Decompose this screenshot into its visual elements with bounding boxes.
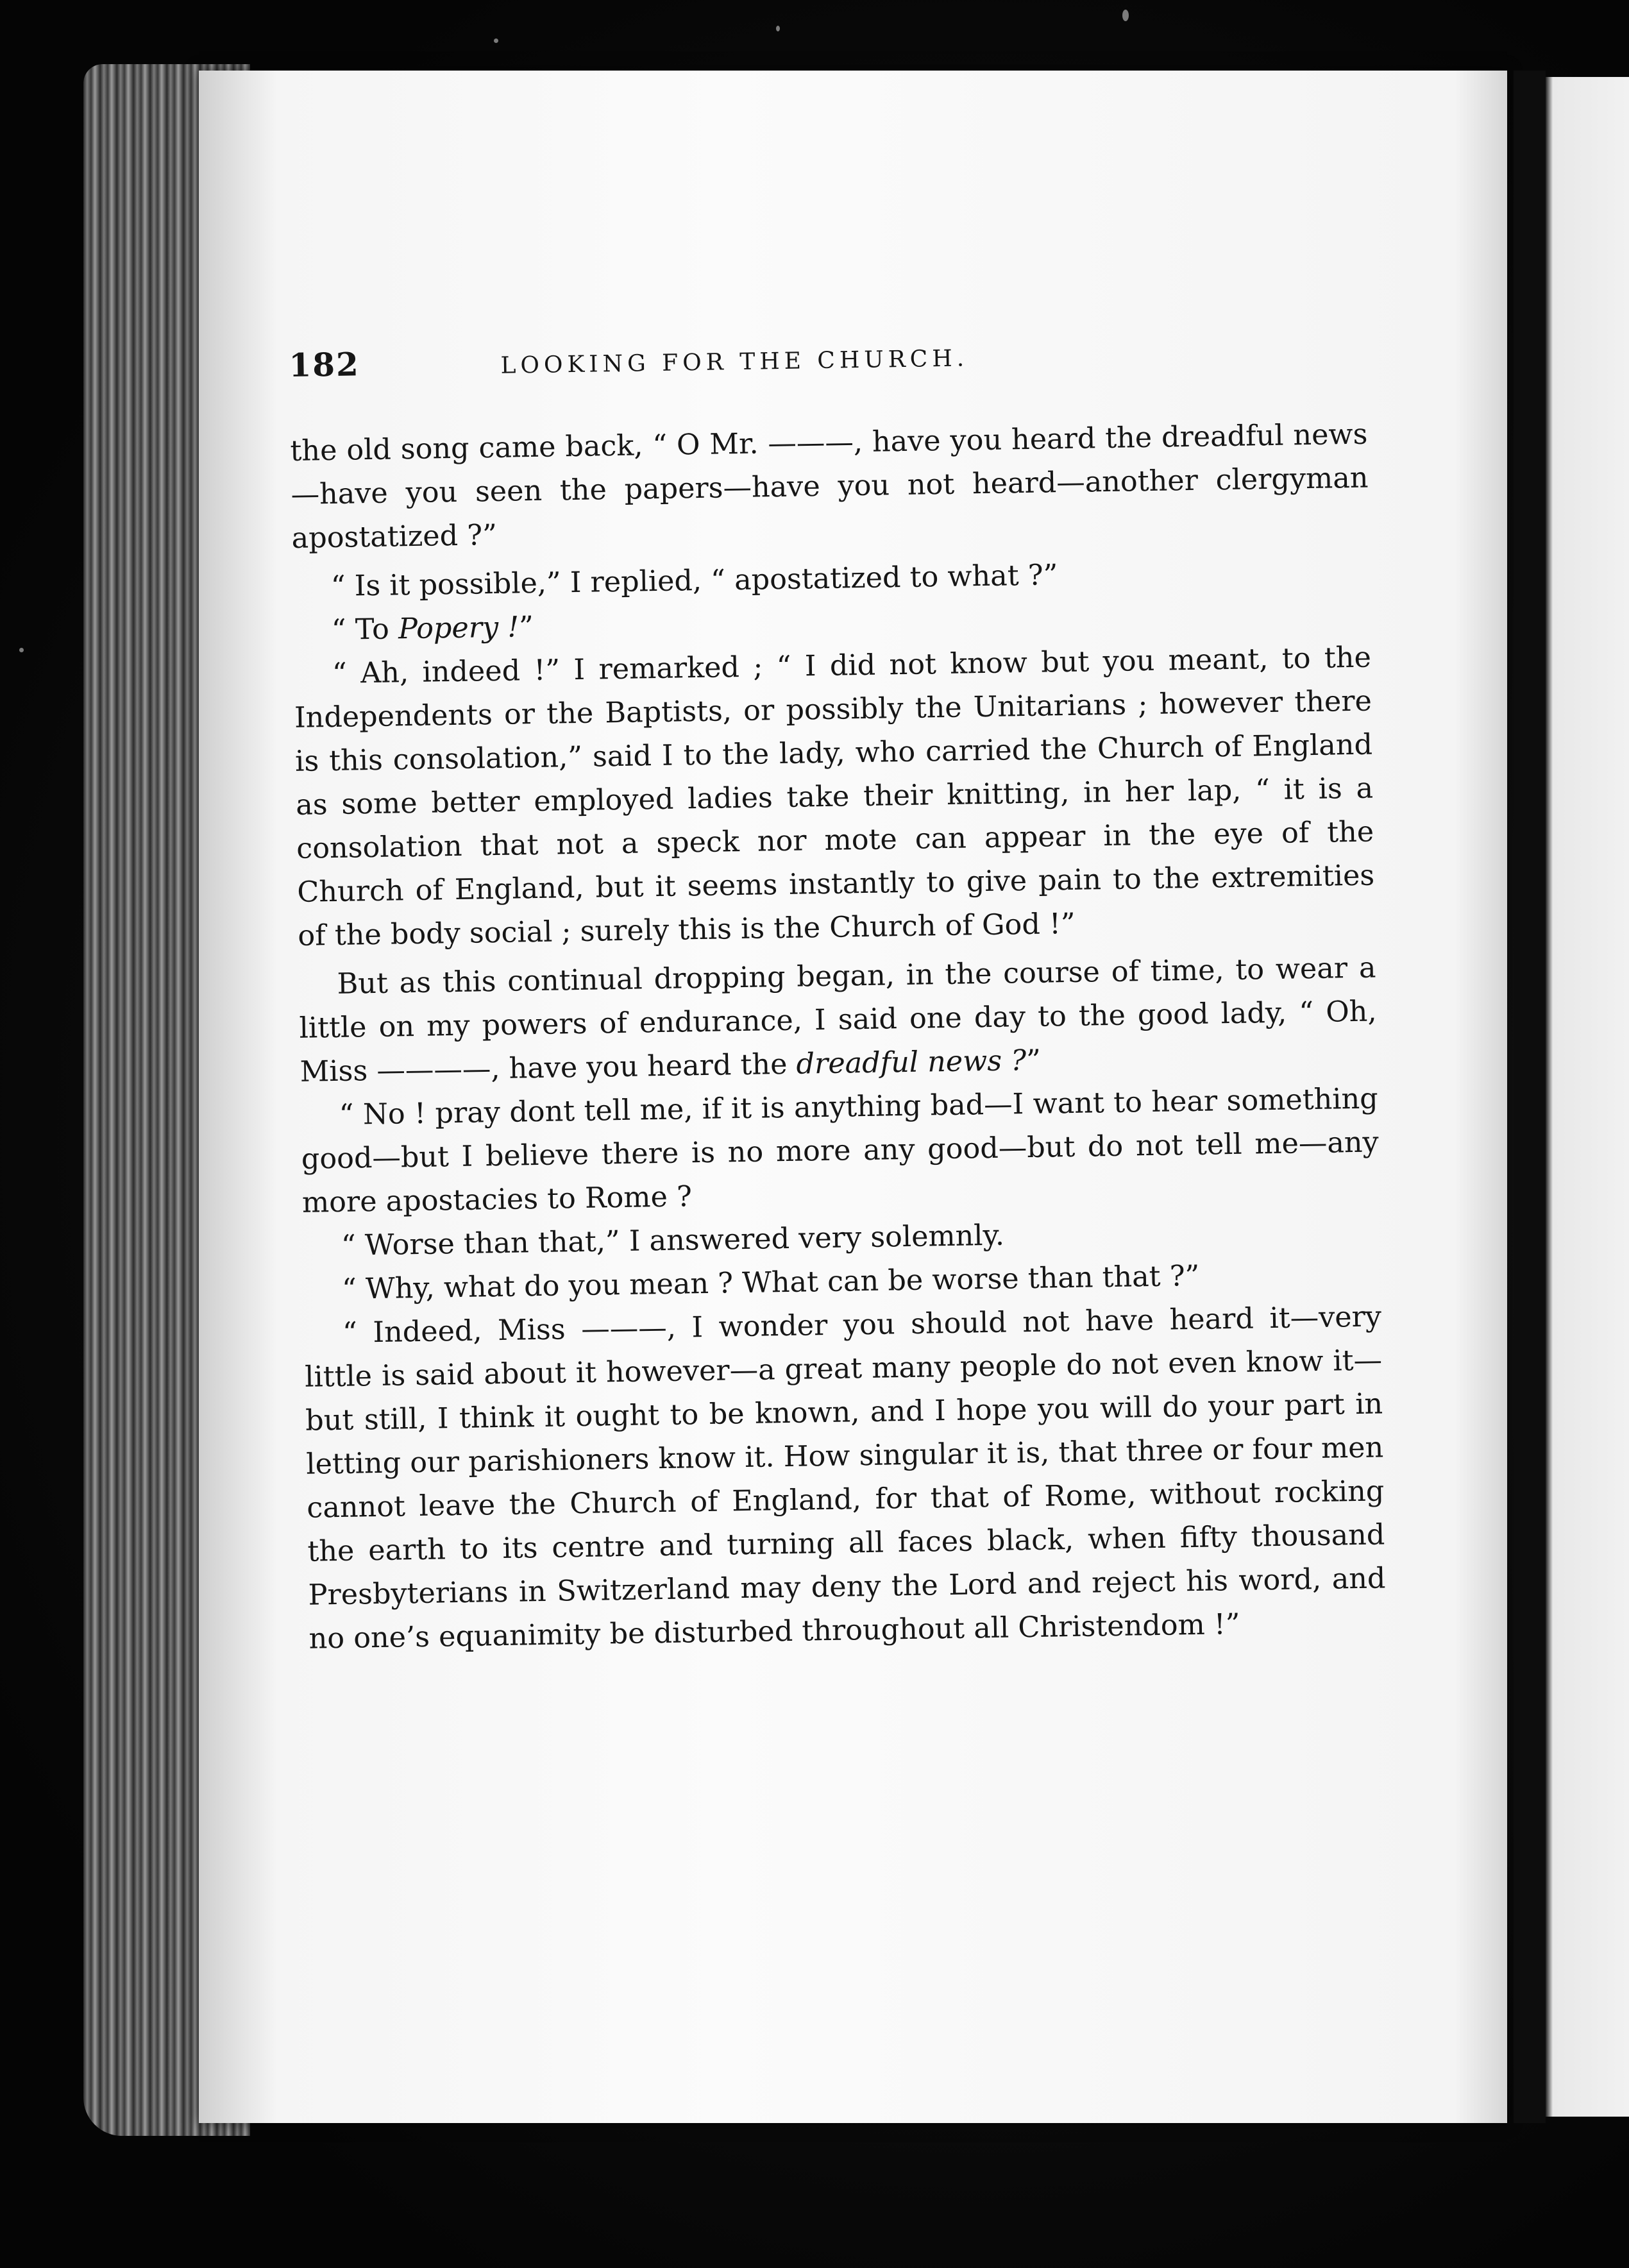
body-text (290, 413, 1387, 1661)
book-gutter (1514, 71, 1546, 2123)
paragraph-text: ” (1026, 1044, 1042, 1078)
paragraph: “ Indeed, Miss ———, I wonder you should not have heard it—very little is said about it however—a great many people do not even know it—but still, I think it ought to be known, and I hope you will do your part in letting our parishioners know it. How singular it is, that three or four men cannot leave the Church of England, for that of Rome, without rocking the earth to its centre and turning all faces black, when fifty thousand Presbyterians in Switzerland may deny the Lord and reject his word, and no one’s equanimity be disturbed throughout all Christendom !” (304, 1300, 1386, 1655)
dust-speck (1122, 10, 1129, 21)
paragraph: “ Is it possible,” I replied, “ apostatized to what ?” (330, 559, 1058, 604)
paragraph (298, 946, 1378, 1094)
facing-page-edge (1546, 77, 1629, 2117)
paragraph: “ No ! pray dont tell me, if it is anything bad—I want to hear something good—but I believe there is no more any good—but do not tell me—any more apostacies to Rome ? (301, 1082, 1380, 1219)
italic-phrase: Popery ! (398, 611, 519, 646)
paragraph: “ Worse than that,” I answered very solemnly. (341, 1219, 1005, 1262)
paragraph: “ Why, what do you mean ? What can be worse than that ?” (341, 1259, 1200, 1306)
page-content (289, 330, 1387, 1661)
dust-speck (19, 648, 24, 652)
paragraph-text: ” (518, 611, 534, 644)
paragraph: “ Ah, indeed !” I remarked ; “ I did not know but you meant, to the Independents or the Baptists, or possibly the Unitarians ; however there is this consolation,” said I to the lady, who carried the Church of England as some better employed ladies take their knitting, in her lap, “ it is a consolation that not a speck nor mote can appear in the eye of the Church of England, but it seems instantly to give pain to the extremities of the body social ; surely this is the Church of God !” (294, 641, 1375, 952)
dust-speck (776, 26, 780, 31)
paragraph: the old song came back, “ O Mr. ———, have you heard the dreadful news—have you seen the papers—have you not heard—another clergyman apostatized ?” (290, 418, 1369, 555)
page-number: 182 (289, 345, 360, 384)
paragraph-text: “ To (331, 613, 399, 647)
paragraph-text: But as this continual dropping began, in the course of time, to wear a little on my powers of endurance, I said one day to the good lady, “ Oh, Miss ————, have you heard the (299, 951, 1377, 1088)
running-head: LOOKING FOR THE CHURCH. (500, 345, 969, 379)
italic-phrase: dreadful news ? (796, 1044, 1027, 1081)
dust-speck (494, 38, 498, 43)
